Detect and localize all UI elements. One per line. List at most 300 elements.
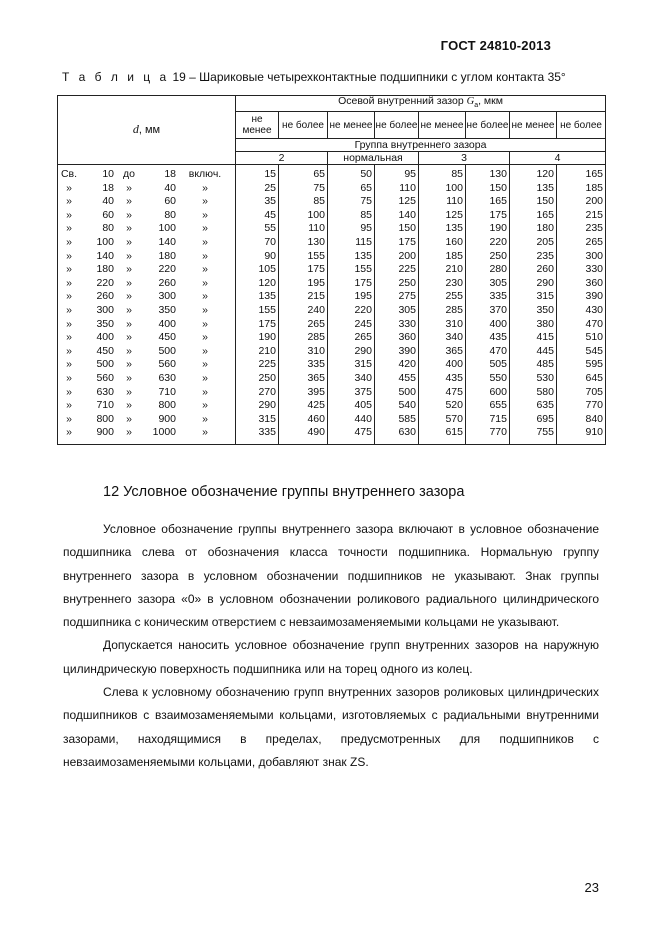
clearance-value: 270 — [258, 385, 276, 398]
clearance-value: 110 — [308, 222, 325, 235]
clearance-value: 285 — [445, 304, 463, 317]
range-to-label: » — [126, 317, 132, 330]
clearance-value: 175 — [258, 317, 276, 330]
clearance-value: 365 — [445, 344, 463, 357]
diameter-range-row — [58, 250, 235, 264]
clearance-value: 265 — [354, 331, 372, 344]
range-inclusive: » — [202, 344, 208, 357]
clearance-value: 65 — [313, 168, 325, 181]
clearance-value: 400 — [489, 317, 507, 330]
column-header-diameter — [58, 96, 236, 165]
clearance-value: 70 — [264, 236, 276, 249]
clearance-value: 110 — [446, 195, 463, 208]
clearance-value: 75 — [313, 181, 325, 194]
clearance-value: 130 — [489, 168, 507, 181]
clearance-value: 100 — [445, 181, 463, 194]
range-to-label: » — [126, 249, 132, 262]
table-caption-prefix: Т а б л и ц а — [62, 70, 170, 84]
diameter-range-row — [58, 372, 235, 386]
clearance-value: 50 — [360, 168, 372, 181]
clearance-value: 65 — [360, 181, 372, 194]
clearance-value: 155 — [258, 304, 276, 317]
range-prefix: » — [66, 399, 72, 412]
range-from: 450 — [96, 344, 114, 357]
range-to-label: » — [126, 358, 132, 371]
values-col-5 — [419, 165, 466, 445]
range-from: 220 — [96, 276, 114, 289]
clearance-value: 360 — [398, 331, 416, 344]
range-to-label: » — [126, 276, 132, 289]
clearance-value: 225 — [258, 358, 276, 371]
range-to-label: » — [126, 195, 132, 208]
range-prefix: » — [66, 263, 72, 276]
section-title: 12 Условное обозначение группы внутреннего зазора — [103, 484, 465, 500]
clearance-value: 175 — [354, 276, 372, 289]
clearance-value: 300 — [585, 249, 604, 262]
range-from: 350 — [96, 317, 114, 330]
range-from: 630 — [96, 385, 114, 398]
range-inclusive: » — [202, 317, 208, 330]
paragraph: Слева к условному обозначению групп внутренних зазоров роликовых цилиндрических подшипников с взаимозаменяемыми кольцами, изготовляемых с радиальными внутренними зазорами, находящимися в пределах, предусмотренных для подшипников с невзаимозаменяемыми кольцами, добавляют знак ZS. — [63, 685, 599, 769]
clearance-value: 370 — [489, 304, 507, 317]
clearance-value: 200 — [398, 249, 416, 262]
clearance-value: 235 — [536, 249, 554, 262]
range-prefix: » — [66, 372, 72, 384]
range-from: 40 — [102, 195, 114, 208]
clearance-value: 250 — [489, 249, 507, 262]
clearance-value: 105 — [258, 263, 276, 276]
range-to-label: » — [126, 385, 132, 398]
clearance-value: 655 — [489, 399, 507, 412]
limit-label: не более — [466, 112, 510, 139]
clearance-value: 85 — [360, 208, 372, 221]
clearance-value: 180 — [536, 222, 554, 235]
range-from: 710 — [96, 399, 114, 412]
clearance-value: 485 — [536, 358, 554, 371]
clearance-value: 290 — [354, 344, 372, 357]
clearance-value: 75 — [360, 195, 372, 208]
range-prefix: » — [66, 249, 72, 262]
clearance-value: 395 — [307, 385, 325, 398]
range-to-label: до — [123, 168, 135, 181]
axial-clearance-subscript: a — [474, 102, 479, 110]
clearance-value: 280 — [489, 263, 507, 276]
clearance-value: 540 — [398, 399, 416, 412]
clearance-value: 315 — [536, 290, 554, 303]
clearance-value: 470 — [489, 344, 507, 357]
clearance-value: 755 — [536, 426, 554, 439]
range-prefix: » — [66, 236, 72, 249]
range-prefix: » — [66, 385, 72, 398]
range-prefix: » — [66, 331, 72, 344]
clearance-value: 505 — [489, 358, 507, 371]
clearance-value: 600 — [489, 385, 507, 398]
range-inclusive: » — [202, 304, 208, 317]
range-prefix: » — [66, 276, 72, 289]
clearance-value: 520 — [445, 399, 463, 412]
clearance-value: 215 — [585, 208, 604, 221]
clearance-value: 240 — [307, 304, 325, 317]
clearance-value: 425 — [307, 399, 325, 412]
clearance-value: 165 — [585, 168, 604, 181]
range-to: 18 — [164, 168, 176, 181]
clearance-value: 90 — [264, 249, 276, 262]
diameter-symbol: d — [132, 122, 139, 137]
clearance-value: 150 — [536, 195, 554, 208]
clearance-value: 570 — [445, 412, 463, 425]
clearance-value: 230 — [445, 276, 463, 289]
clearance-value: 125 — [445, 208, 463, 221]
range-from: 18 — [102, 181, 114, 194]
diameter-ranges — [58, 165, 236, 445]
values-col-8 — [557, 165, 606, 445]
limit-label: не менее — [328, 112, 375, 139]
limit-label: не более — [375, 112, 419, 139]
clearance-value: 585 — [398, 412, 416, 425]
diameter-range-row — [58, 222, 235, 236]
range-prefix: » — [66, 181, 72, 194]
column-header-clearance-group: Группа внутреннего зазора — [236, 139, 606, 152]
range-from: 800 — [96, 412, 114, 425]
range-inclusive: » — [202, 290, 208, 303]
range-inclusive: » — [202, 276, 208, 289]
range-to: 710 — [158, 385, 176, 398]
clearance-value: 210 — [258, 344, 276, 357]
clearance-value: 910 — [585, 426, 604, 439]
clearance-value: 530 — [536, 372, 554, 384]
values-col-1 — [236, 165, 279, 445]
clearance-value: 595 — [585, 358, 604, 371]
range-from: 80 — [102, 222, 114, 235]
diameter-range-row — [58, 318, 235, 332]
range-from: 560 — [96, 372, 114, 384]
clearance-value: 770 — [585, 399, 604, 412]
range-to: 300 — [158, 290, 176, 303]
range-to: 220 — [158, 263, 176, 276]
range-to-label: » — [126, 372, 132, 384]
clearance-value: 265 — [585, 236, 604, 249]
clearance-value: 290 — [258, 399, 276, 412]
clearance-value: 315 — [258, 412, 276, 425]
diameter-range-row — [58, 413, 235, 427]
diameter-range-row — [58, 290, 235, 304]
range-to: 40 — [164, 181, 176, 194]
clearance-value: 155 — [354, 263, 372, 276]
clearance-value: 215 — [307, 290, 325, 303]
diameter-range-row — [58, 182, 235, 196]
range-to-label: » — [126, 304, 132, 317]
range-inclusive: » — [202, 331, 208, 344]
range-to: 180 — [158, 249, 176, 262]
clearance-value: 35 — [264, 195, 276, 208]
diameter-range-row — [58, 263, 235, 277]
clearance-value: 235 — [585, 222, 604, 235]
range-inclusive: » — [202, 385, 208, 398]
diameter-range-row — [58, 386, 235, 400]
range-inclusive: » — [202, 208, 208, 221]
diameter-unit: , мм — [138, 124, 161, 137]
clearance-value: 115 — [355, 236, 372, 249]
diameter-range-row — [58, 331, 235, 345]
clearance-value: 415 — [536, 331, 554, 344]
range-prefix: Св. — [60, 168, 78, 181]
clearance-value: 435 — [489, 331, 507, 344]
range-to: 260 — [158, 276, 176, 289]
range-from: 60 — [102, 208, 114, 221]
clearance-value: 185 — [445, 249, 463, 262]
clearance-value: 245 — [354, 317, 372, 330]
clearance-value: 390 — [585, 290, 604, 303]
range-to-label: » — [126, 412, 132, 425]
paragraph: Условное обозначение группы внутреннего зазора включают в условное обозначение подшипника слева от обозначения класса точности подшипника. Нормальную группу внутреннего зазора в условном обозначении подшипников не указывают. Знак группы внутреннего зазора «0» в условном обозначении роликового радиального цилиндрического подшипника с коническим отверстием с невзаимозаменяемыми кольцами не указывают. — [63, 522, 599, 630]
clearance-value: 335 — [258, 426, 276, 439]
clearance-value: 195 — [307, 276, 325, 289]
clearance-value: 510 — [585, 331, 604, 344]
clearance-value: 135 — [354, 249, 372, 262]
range-prefix: » — [66, 195, 72, 208]
limit-label: не менее — [510, 112, 557, 139]
clearance-value: 285 — [307, 331, 325, 344]
range-from: 10 — [102, 168, 114, 181]
clearance-group-label: 2 — [236, 152, 328, 165]
clearance-value: 45 — [264, 208, 276, 221]
clearance-value: 440 — [354, 412, 372, 425]
clearance-value: 185 — [585, 181, 604, 194]
clearance-value: 200 — [585, 195, 604, 208]
clearance-value: 490 — [307, 426, 325, 439]
clearance-value: 475 — [354, 426, 372, 439]
page-number: 23 — [584, 880, 599, 895]
clearance-value: 120 — [536, 168, 554, 181]
clearance-value: 305 — [489, 276, 507, 289]
clearance-value: 350 — [536, 304, 554, 317]
clearance-value: 130 — [307, 236, 325, 249]
clearance-value: 645 — [585, 372, 604, 384]
clearance-value: 100 — [307, 208, 325, 221]
range-from: 300 — [96, 304, 114, 317]
range-prefix: » — [66, 304, 72, 317]
clearance-value: 380 — [536, 317, 554, 330]
clearance-value: 220 — [489, 236, 507, 249]
clearance-value: 135 — [445, 222, 463, 235]
diameter-range-row — [58, 358, 235, 372]
clearance-value: 400 — [445, 358, 463, 371]
clearance-value: 135 — [536, 181, 554, 194]
diameter-range-row — [58, 209, 235, 223]
range-to-label: » — [126, 263, 132, 276]
clearance-value: 340 — [445, 331, 463, 344]
range-prefix: » — [66, 208, 72, 221]
clearance-value: 260 — [536, 263, 554, 276]
table-caption — [62, 70, 607, 84]
range-to-label: » — [126, 222, 132, 235]
clearance-group-label: нормальная — [328, 152, 419, 165]
diameter-range-row — [58, 236, 235, 250]
limit-label: не менее — [419, 112, 466, 139]
range-to-label: » — [126, 208, 132, 221]
clearance-value: 635 — [536, 399, 554, 412]
limit-label: не более — [279, 112, 328, 139]
range-from: 260 — [96, 290, 114, 303]
clearance-value: 310 — [307, 344, 325, 357]
clearance-value: 220 — [354, 304, 372, 317]
range-to-label: » — [126, 236, 132, 249]
range-to-label: » — [126, 399, 132, 412]
clearance-value: 250 — [398, 276, 416, 289]
clearance-value: 55 — [264, 222, 276, 235]
clearance-value: 330 — [398, 317, 416, 330]
values-col-6 — [466, 165, 510, 445]
axial-clearance-symbol: G — [466, 96, 475, 107]
range-inclusive: » — [202, 249, 208, 262]
clearance-value: 190 — [489, 222, 507, 235]
range-inclusive: » — [202, 358, 208, 371]
range-inclusive: включ. — [188, 168, 222, 181]
column-header-axial-clearance — [236, 96, 606, 112]
clearance-value: 175 — [489, 208, 507, 221]
range-to-label: » — [126, 290, 132, 303]
diameter-range-row — [58, 426, 235, 440]
axial-clearance-label: Осевой внутренний зазор — [338, 95, 467, 107]
values-col-2 — [279, 165, 328, 445]
range-inclusive: » — [202, 372, 208, 384]
range-to: 400 — [158, 317, 176, 330]
clearance-value: 435 — [445, 372, 463, 384]
diameter-range-row — [58, 304, 235, 318]
range-inclusive: » — [202, 426, 208, 439]
range-from: 100 — [96, 236, 114, 249]
clearance-value: 165 — [489, 195, 507, 208]
clearance-value: 455 — [398, 372, 416, 384]
clearance-value: 365 — [307, 372, 325, 384]
clearance-value: 190 — [258, 331, 276, 344]
range-inclusive: » — [202, 236, 208, 249]
clearance-value: 275 — [398, 290, 416, 303]
range-inclusive: » — [202, 412, 208, 425]
clearance-value: 335 — [489, 290, 507, 303]
range-to-label: » — [126, 181, 132, 194]
values-col-3 — [328, 165, 375, 445]
clearance-value: 770 — [489, 426, 507, 439]
limit-label: не более — [557, 112, 606, 139]
clearance-value: 120 — [258, 276, 276, 289]
clearance-group-label: 3 — [419, 152, 510, 165]
range-from: 900 — [96, 426, 114, 439]
clearance-value: 255 — [445, 290, 463, 303]
range-inclusive: » — [202, 399, 208, 412]
range-to: 900 — [158, 412, 176, 425]
range-prefix: » — [66, 290, 72, 303]
clearance-value: 460 — [307, 412, 325, 425]
clearance-group-label: 4 — [510, 152, 606, 165]
range-to-label: » — [126, 344, 132, 357]
document-id: ГОСТ 24810-2013 — [440, 38, 551, 53]
clearance-value: 335 — [307, 358, 325, 371]
clearance-value: 160 — [445, 236, 463, 249]
diameter-range-row — [58, 168, 235, 182]
range-to: 450 — [158, 331, 176, 344]
range-prefix: » — [66, 344, 72, 357]
range-to: 500 — [158, 344, 176, 357]
range-from: 180 — [96, 263, 114, 276]
clearance-value: 290 — [536, 276, 554, 289]
clearance-value: 840 — [585, 412, 604, 425]
clearance-value: 125 — [398, 195, 416, 208]
clearance-value: 195 — [354, 290, 372, 303]
axial-clearance-unit: , мкм — [478, 95, 503, 107]
clearance-value: 430 — [585, 304, 604, 317]
range-prefix: » — [66, 317, 72, 330]
clearance-value: 155 — [307, 249, 325, 262]
clearance-value: 390 — [398, 344, 416, 357]
section-body — [63, 518, 599, 774]
range-to: 80 — [164, 208, 176, 221]
clearance-value: 550 — [489, 372, 507, 384]
clearance-value: 165 — [536, 208, 554, 221]
clearance-value: 95 — [404, 168, 416, 181]
range-to: 800 — [158, 399, 176, 412]
range-prefix: » — [66, 222, 72, 235]
clearance-value: 175 — [398, 236, 416, 249]
clearance-table — [57, 95, 606, 445]
range-prefix: » — [66, 358, 72, 371]
clearance-value: 375 — [354, 385, 372, 398]
clearance-value: 15 — [264, 168, 276, 181]
clearance-value: 715 — [489, 412, 507, 425]
clearance-value: 265 — [307, 317, 325, 330]
range-from: 500 — [96, 358, 114, 371]
range-prefix: » — [66, 412, 72, 425]
table-caption-text: – Шариковые четырехконтактные подшипники с углом контакта 35° — [185, 70, 566, 84]
range-inclusive: » — [202, 222, 208, 235]
range-to: 1000 — [152, 426, 176, 439]
clearance-value: 615 — [445, 426, 463, 439]
clearance-value: 175 — [307, 263, 325, 276]
clearance-value: 205 — [536, 236, 554, 249]
clearance-value: 420 — [398, 358, 416, 371]
clearance-value: 500 — [398, 385, 416, 398]
range-inclusive: » — [202, 195, 208, 208]
clearance-value: 95 — [360, 222, 372, 235]
clearance-value: 25 — [264, 181, 276, 194]
clearance-value: 150 — [398, 222, 416, 235]
clearance-value: 470 — [585, 317, 604, 330]
clearance-value: 310 — [445, 317, 463, 330]
range-inclusive: » — [202, 263, 208, 276]
range-to: 560 — [158, 358, 176, 371]
values-col-4 — [375, 165, 419, 445]
clearance-value: 140 — [398, 208, 416, 221]
diameter-range-row — [58, 345, 235, 359]
clearance-value: 705 — [585, 385, 604, 398]
clearance-value: 330 — [585, 263, 604, 276]
paragraph: Допускается наносить условное обозначение групп внутренних зазоров на наружную цилиндрическую поверхность подшипника или на торец одного из колец. — [63, 638, 599, 676]
clearance-value: 580 — [536, 385, 554, 398]
diameter-range-row — [58, 399, 235, 413]
range-to: 100 — [158, 222, 176, 235]
clearance-value: 85 — [313, 195, 325, 208]
clearance-value: 135 — [258, 290, 276, 303]
clearance-value: 305 — [398, 304, 416, 317]
range-to-label: » — [126, 426, 132, 439]
range-from: 400 — [96, 331, 114, 344]
clearance-value: 630 — [398, 426, 416, 439]
range-prefix: » — [66, 426, 72, 439]
table-caption-number: 19 — [172, 70, 186, 84]
range-to: 140 — [158, 236, 176, 249]
clearance-value: 110 — [399, 181, 416, 194]
clearance-value: 475 — [445, 385, 463, 398]
